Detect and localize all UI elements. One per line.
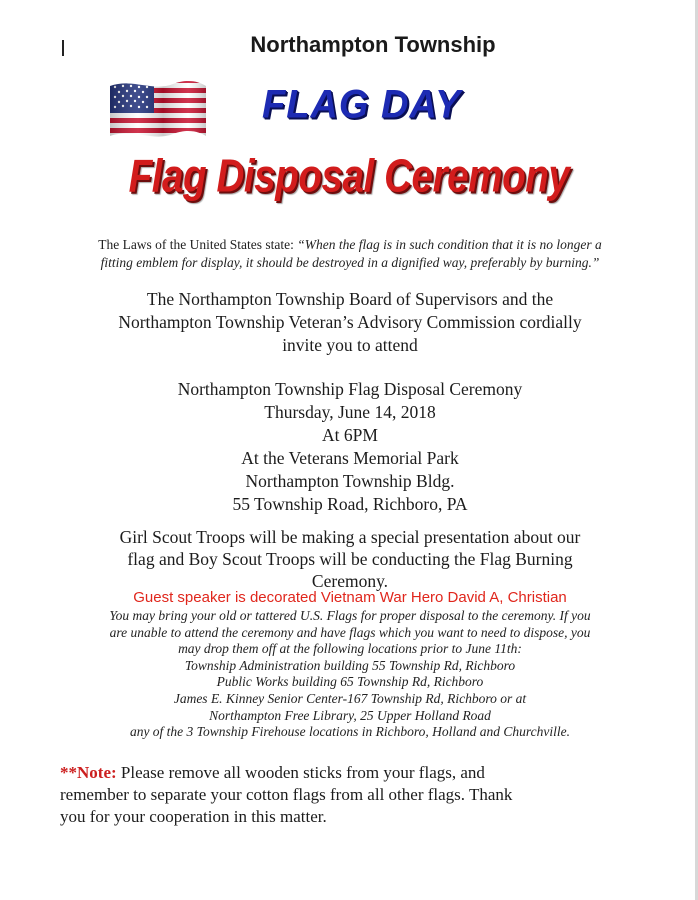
event-venue: At the Veterans Memorial Park	[241, 448, 459, 468]
note-line1: Please remove all wooden sticks from your flags, and	[116, 763, 485, 782]
note-line3: you for your cooperation in this matter.	[60, 807, 327, 826]
american-flag-icon	[108, 78, 208, 144]
scouts-paragraph	[40, 526, 660, 592]
note-line2: remember to separate your cotton flags from all other flags. Thank	[60, 785, 513, 804]
scouts-line3: Ceremony.	[311, 571, 389, 591]
note-paragraph	[60, 762, 660, 828]
laws-quote-paragraph	[40, 236, 660, 272]
dropoff-location: Public Works building 65 Township Rd, Richboro	[216, 674, 484, 690]
laws-intro: The Laws of the United States state:	[98, 237, 298, 252]
event-details	[60, 378, 640, 516]
township-title: Northampton Township	[250, 32, 496, 57]
dropoff-location: Township Administration building 55 Township Rd, Richboro	[184, 657, 516, 673]
dropoff-instructions	[40, 608, 660, 741]
scouts-line2: flag and Boy Scout Troops will be conducting the Flag Burning	[127, 549, 573, 569]
invite-line2: Northampton Township Veteran’s Advisory Commission cordially	[118, 312, 582, 332]
dropoff-location: Northampton Free Library, 25 Upper Holland Road	[209, 707, 491, 723]
invite-line1: The Northampton Township Board of Supervisors and the	[146, 289, 554, 309]
dropoff-location: any of the 3 Township Firehouse locations in Richboro, Holland and Churchville.	[129, 724, 571, 740]
dropoff-line: You may bring your old or tattered U.S. Flags for proper disposal to the ceremony. If you	[109, 608, 591, 623]
event-date: Thursday, June 14, 2018	[264, 402, 436, 422]
dropoff-line: may drop them off at the following locations prior to June 11th:	[178, 641, 522, 657]
invite-line3: invite you to attend	[282, 335, 418, 355]
event-address: 55 Township Road, Richboro, PA	[232, 494, 468, 514]
scouts-line1: Girl Scout Troops will be making a special presentation about our	[119, 527, 581, 547]
event-building: Northampton Township Bldg.	[245, 471, 455, 491]
flag-day-heading: FLAG DAY	[262, 82, 462, 128]
guest-speaker: Guest speaker is decorated Vietnam War Hero David A, Christian	[133, 589, 567, 606]
invitation-paragraph	[40, 288, 660, 357]
note-label: **Note:	[60, 763, 117, 782]
dropoff-line: are unable to attend the ceremony and have flags which you want to need to dispose, you	[109, 624, 591, 640]
event-time: At 6PM	[322, 425, 378, 445]
dropoff-location: James E. Kinney Senior Center-167 Township Rd, Richboro or at	[173, 690, 527, 706]
event-name: Northampton Township Flag Disposal Ceremony	[177, 379, 523, 399]
laws-quote-line1: “When the flag is in such condition that it is no longer a	[297, 237, 602, 252]
ceremony-title: Flag Disposal Ceremony	[128, 149, 570, 202]
laws-quote-line2: fitting emblem for display, it should be destroyed in a dignified way, preferably by burning.”	[100, 255, 600, 270]
